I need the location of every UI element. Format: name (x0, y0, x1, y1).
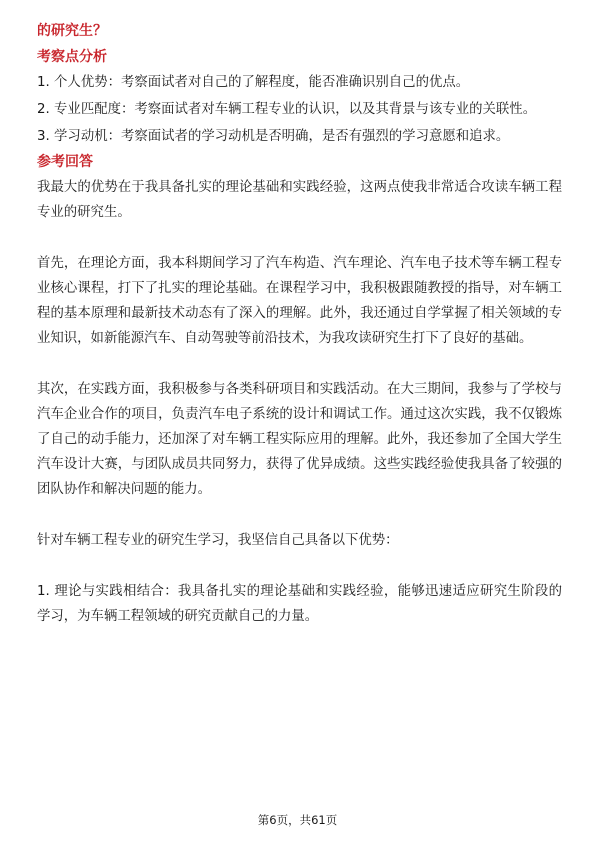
paragraph-gap (37, 502, 562, 528)
paragraph-gap (37, 225, 562, 251)
analysis-item-1: 1. 个人优势：考察面试者对自己的了解程度，能否准确识别自己的优点。 (37, 75, 470, 90)
document-page (37, 20, 562, 629)
page-number-footer: 第6页，共61页 (257, 813, 338, 827)
answer-paragraph-4: 针对车辆工程专业的研究生学习，我坚信自己具备以下优势： (37, 533, 399, 548)
answer-paragraph-5: 1. 理论与实践相结合：我具备扎实的理论基础和实践经验，能够迅速适应研究生阶段的学习，为车辆工程领域的研究贡献自己的力量。 (37, 584, 562, 624)
answer-paragraph-2: 首先，在理论方面，我本科期间学习了汽车构造、汽车理论、汽车电子技术等车辆工程专业核心课程，打下了扎实的理论基础。在课程学习中，我积极跟随教授的指导，对车辆工程的基本原理和最新技术动态有了深入的理解。此外，我还通过自学掌握了相关领域的专业知识，如新能源汽车、自动驾驶等前沿技术，为我攻读研究生打下了良好的基础。 (37, 256, 562, 346)
analysis-title: 考察点分析 (37, 49, 107, 65)
answer-paragraph-1: 我最大的优势在于我具备扎实的理论基础和实践经验，这两点使我非常适合攻读车辆工程专业的研究生。 (37, 180, 562, 220)
answer-paragraph-3: 其次，在实践方面，我积极参与各类科研项目和实践活动。在大三期间，我参与了学校与汽车企业合作的项目，负责汽车电子系统的设计和调试工作。通过这次实践，我不仅锻炼了自己的动手能力，还加深了对车辆工程实际应用的理解。此外，我还参加了全国大学生汽车设计大赛，与团队成员共同努力，获得了优异成绩。这些实践经验使我具备了较强的团队协作和解决问题的能力。 (37, 382, 562, 497)
answer-title: 参考回答 (37, 154, 93, 170)
question-tail: 的研究生？ (37, 23, 107, 39)
paragraph-gap (37, 351, 562, 377)
analysis-item-2: 2. 专业匹配度：考察面试者对车辆工程专业的认识，以及其背景与该专业的关联性。 (37, 102, 537, 117)
analysis-item-3: 3. 学习动机：考察面试者的学习动机是否明确，是否有强烈的学习意愿和追求。 (37, 129, 510, 144)
paragraph-gap (37, 553, 562, 579)
